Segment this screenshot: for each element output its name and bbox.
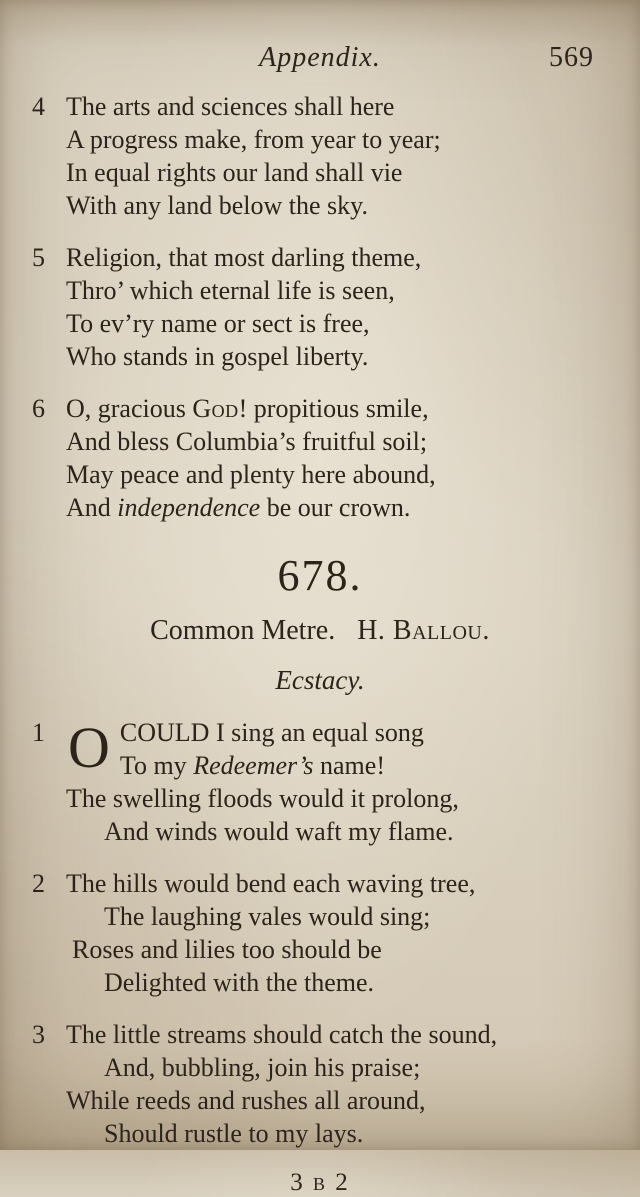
verse-line: While reeds and rushes all around, [66, 1086, 426, 1115]
verse-number: 3 [32, 1020, 45, 1049]
line-text: be our crown. [260, 493, 411, 522]
dropcap-letter: O [68, 715, 110, 780]
verse-line: With any land below the sky. [66, 191, 368, 220]
verse-line: The hills would bend each waving tree, [66, 869, 476, 898]
line-text: To my [119, 751, 194, 780]
verse-line: And bless Columbia’s fruitful soil; [66, 427, 428, 456]
page-header [38, 42, 602, 74]
verse-line: A progress make, from year to year; [66, 125, 441, 154]
hymn-number: 678. [277, 551, 363, 600]
signature-mark: 3 b 2 [290, 1169, 350, 1196]
dropcap-block [66, 716, 602, 782]
verse [32, 715, 602, 848]
line-text: And [66, 493, 118, 522]
verse-number: 4 [32, 92, 45, 121]
verse [32, 90, 602, 222]
verse-line [66, 749, 602, 782]
italic-word: independence [117, 493, 261, 522]
verse-line: To ev’ry name or sect is free, [66, 309, 370, 338]
smallcaps-word: God [192, 394, 239, 423]
verse-line: Thro’ which eternal life is seen, [66, 276, 395, 305]
line-text: O, gracious [66, 394, 193, 423]
line-text: ! propitious smile, [238, 394, 429, 423]
verse-line: The little streams should catch the sound, [66, 1020, 498, 1049]
verse-number: 6 [32, 394, 45, 423]
verse-line: Who stands in gospel liberty. [66, 342, 369, 371]
verse-line [66, 491, 602, 524]
verse-line: The arts and sciences shall here [66, 92, 395, 121]
verse [32, 241, 602, 373]
verse-line [66, 392, 602, 425]
page-number: 569 [549, 42, 594, 73]
verse-number: 1 [32, 718, 45, 747]
verse-line: Roses and lilies too should be [72, 935, 382, 964]
verse-line: And winds would waft my flame. [104, 817, 454, 846]
verse-line: The swelling floods would it prolong, [66, 784, 459, 813]
italic-word: Redeemer’s [193, 751, 314, 780]
verse-line: Religion, that most darling theme, [66, 243, 422, 272]
verse [32, 392, 602, 524]
verse-line: And, bubbling, join his praise; [104, 1053, 421, 1082]
hymn-title: Ecstacy. [275, 665, 365, 695]
verse-line: COULD I sing an equal song [119, 718, 424, 747]
verse-line: The laughing vales would sing; [104, 902, 431, 931]
verse [32, 867, 602, 999]
hymn-meter: Common Metre. [150, 615, 336, 646]
verse-line: In equal rights our land shall vie [66, 158, 403, 187]
verse [32, 1018, 602, 1150]
running-title: Appendix. [259, 42, 381, 73]
verse-line: Delighted with the theme. [104, 968, 375, 997]
verse-line: Should rustle to my lays. [104, 1119, 364, 1148]
line-text: name! [313, 751, 385, 780]
verse-number: 5 [32, 243, 45, 272]
verse-number: 2 [32, 869, 45, 898]
hymn-author: H. Ballou. [357, 615, 490, 646]
hymn-meta [38, 615, 602, 647]
verse-line: May peace and plenty here abound, [66, 460, 436, 489]
